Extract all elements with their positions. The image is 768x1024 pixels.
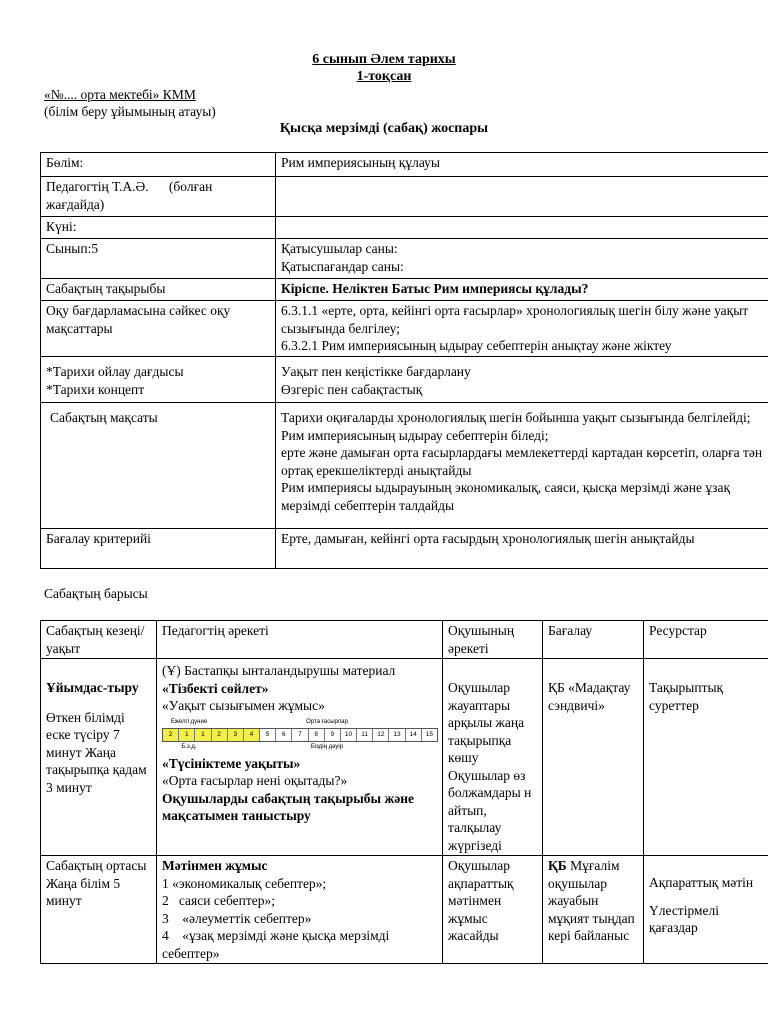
table-row [41,153,768,177]
skill-label: *Тарихи ойлау дағдысы [46,364,184,379]
assessment-cell [543,856,644,964]
timeline-label-middle-ages: Орта ғасырлар [306,718,348,725]
table-row [41,217,768,239]
timeline-cell: 11 [357,729,373,741]
timeline-cell: 2 [212,729,228,741]
timeline-cell: 7 [292,729,308,741]
timeline-cells [162,728,438,742]
timeline-cell: 3 [228,729,244,741]
resource-1: Ақпараттық мәтін [649,875,754,890]
teacher-cell [157,856,443,964]
table-row [41,659,768,856]
student-cell: Оқушылар жауаптары арқылы жаңа тақырыпқа көшу Оқушылар өз болжамдары н айтып, талқылау жүргізеді [443,659,543,856]
timeline-cell: 5 [260,729,276,741]
stage-cell: Сабақтың ортасы Жаңа білім 5 минут [41,856,157,964]
resources-cell: Тақырыптық суреттер [644,659,768,856]
header-teacher: Педагогтің әрекеті [157,621,443,659]
list-item: 2 саяси себептер»; [162,893,276,908]
timeline-cell: 14 [406,729,422,741]
goal-1: Тарихи оқиғаларды хронологиялық шегін бойынша уақыт сызығында белгілейді; [281,410,751,425]
header-stage: Сабақтың кезеңі/ уақыт [41,621,157,659]
timeline-top-labels [162,717,438,728]
lesson-info-table [40,152,768,569]
lesson-flow-label: Сабақтың барысы [44,586,148,601]
info-value [276,357,768,403]
teacher-line-4: «Түсініктеме уақыты» [162,755,301,771]
timeline-cell: 6 [276,729,292,741]
info-label: Оқу бағдарламасына сәйкес оқу мақсаттары [41,301,276,357]
timeline-cell: 1 [195,729,211,741]
timeline-bottom-labels [162,742,438,753]
info-label: Бағалау критерийі [41,529,276,569]
assessment-tag: ҚБ [548,858,567,873]
resources-cell [644,856,768,964]
table-row [41,856,768,964]
teacher-line-2: «Тізбекті сөйлет» [162,680,269,696]
info-label: Сабақтың тақырыбы [41,279,276,301]
stage-cell [41,659,157,856]
list-item: 1 «экономикалық себептер»; [162,875,327,891]
info-value: Рим империясының құлауы [276,153,768,177]
stage-detail: Өткен білімді еске түсіру 7 минут Жаңа тақырыпқа қадам 3 минут [46,709,147,795]
timeline-cell: 15 [425,730,433,738]
list-item: 3 «әлеуметтік себептер» [162,910,312,926]
absent-count: Қатыспағандар саны: [281,258,404,274]
info-label: Педагогтің Т.А.Ә. (болған жағдайда) [41,177,276,217]
timeline-label-ancient: Ежелгі дүние [170,718,208,725]
stage-title: Ұйымдас-тыру [46,680,139,695]
goal-2: Рим империясының ыдырау себептерін біледі; [281,427,549,443]
timeline-cell: 9 [325,729,341,741]
info-value [276,217,768,239]
doc-title-quarter: 1-тоқсан [356,69,412,84]
lesson-topic: Кіріспе. Неліктен Батыс Рим империясы құлады? [276,279,768,301]
info-label: Сынып:5 [41,239,276,279]
timeline-cell: 8 [309,729,325,741]
teacher-line-3: «Уақыт сызығымен жұмыс» [162,698,325,713]
info-value [276,239,768,279]
header-assessment: Бағалау [543,621,644,659]
school-block [44,86,216,120]
goal-3: ерте және дамыған орта ғасырлардағы мемлекеттерді картадан көрсетіп, оларға тән ортақ ерекшеліктерді анықтайды [281,445,763,478]
info-label: Сабақтың мақсаты [41,403,276,529]
timeline-cell: 1 [179,729,195,741]
table-row [41,279,768,301]
assessment-text: Мұғалім оқушылар жауабын мұқият тыңдап кері байланыс [548,858,635,943]
teacher-line-6: Оқушыларды сабақтың тақырыбы және мақсатымен таныстыру [162,790,415,823]
doc-title-subject: 6 сынып Әлем тарихы [312,52,456,67]
student-cell: Оқушылар ақпараттық мәтінмен жұмыс жасайды [443,856,543,964]
info-value [276,403,768,529]
teacher-cell [157,659,443,856]
info-label: Күні: [41,217,276,239]
timeline-label-ad: Біздің дәуір [310,743,344,750]
table-row [41,357,768,403]
skill-value: Уақыт пен кеңістікке бағдарлану [281,364,471,379]
info-label: Бөлім: [41,153,276,177]
assessment-cell: ҚБ «Мадақтау сэндвичі» [543,659,644,856]
goal-4: Рим империясы ыдырауының экономикалық, саяси, қысқа мерзімді және ұзақ мерзімді себептерін талдайды [281,480,731,513]
table-header-row [41,621,768,659]
info-value: Ерте, дамыған, кейінгі орта ғасырдың хронологиялық шегін анықтайды [276,529,768,569]
timeline-figure [162,717,438,753]
timeline-cell: 12 [373,729,389,741]
school-note: (білім беру ұйымының атауы) [44,104,216,119]
teacher-line-1: (Ұ) Бастапқы ынталандырушы материал [162,663,396,678]
info-label [41,357,276,403]
info-value [276,301,768,357]
header-student: Оқушының әрекеті [443,621,543,659]
resource-2: Үлестірмелі қағаздар [649,902,720,935]
concept-label: *Тарихи концепт [46,381,145,397]
lesson-flow-table [40,620,768,964]
timeline-label-bc: Б.з.д. [181,743,197,750]
table-row [41,177,768,217]
table-row [41,239,768,279]
plan-title: Қысқа мерзімді (сабақ) жоспары [279,121,489,136]
text-work-title: Мәтінмен жұмыс [162,858,268,873]
timeline-cell: 4 [244,729,260,741]
objective-1: 6.3.1.1 «ерте, орта, кейінгі орта ғасырлар» хронологиялық шегін білу және уақыт сызығында белгілеу; [281,303,749,336]
table-row [41,403,768,529]
timeline-cell: 10 [341,729,357,741]
objective-2: 6.3.2.1 Рим империясының ыдырау себептерін анықтау және жіктеу [281,338,672,353]
concept-value: Өзгеріс пен сабақтастық [281,381,423,397]
table-row [41,529,768,569]
info-value [276,177,768,217]
timeline-cell: 13 [389,729,405,741]
timeline-cell: 2 [163,729,179,741]
participants-count: Қатысушылар саны: [281,241,398,256]
table-row [41,301,768,357]
header-resources: Ресурстар [644,621,768,659]
school-name: «№.... орта мектебі» КММ [44,87,196,102]
teacher-line-5: «Орта ғасырлар нені оқытады?» [162,773,348,788]
list-item: 4 «ұзақ мерзімді және қысқа мерзімді себептер» [162,928,393,961]
